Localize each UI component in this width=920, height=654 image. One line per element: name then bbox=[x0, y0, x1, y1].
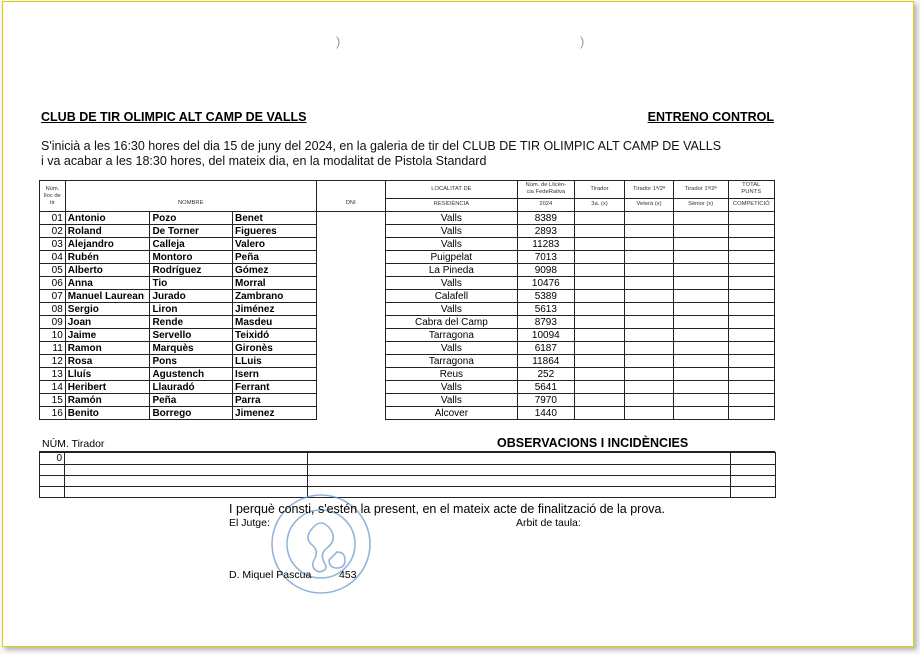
row-surname2: LLuis bbox=[233, 355, 317, 368]
row-num: 04 bbox=[40, 251, 66, 264]
row-town: Valls bbox=[385, 342, 517, 355]
row-total bbox=[728, 368, 775, 381]
row-surname2: Jiménez bbox=[233, 303, 317, 316]
row-total bbox=[728, 342, 775, 355]
row-license: 8389 bbox=[517, 212, 574, 225]
header-veteran: Tirador 1ª/2ª bbox=[625, 181, 674, 199]
row-total bbox=[728, 381, 775, 394]
row-license: 5389 bbox=[517, 290, 574, 303]
row-veteran bbox=[625, 238, 674, 251]
row-senior bbox=[673, 290, 728, 303]
table-header-row bbox=[40, 181, 775, 199]
table-row bbox=[40, 277, 775, 290]
row-dni bbox=[316, 290, 385, 303]
row-total bbox=[728, 212, 775, 225]
row-total bbox=[728, 316, 775, 329]
row-town: Cabra del Camp bbox=[385, 316, 517, 329]
row-num: 12 bbox=[40, 355, 66, 368]
judge-label: El Jutge: bbox=[229, 517, 270, 529]
row-license: 7013 bbox=[517, 251, 574, 264]
table-row bbox=[40, 303, 775, 316]
row-dni bbox=[316, 394, 385, 407]
row-license: 11864 bbox=[517, 355, 574, 368]
row-town: Reus bbox=[385, 368, 517, 381]
observations-row bbox=[40, 487, 776, 498]
row-veteran bbox=[625, 316, 674, 329]
row-veteran bbox=[625, 290, 674, 303]
row-surname1: Rende bbox=[150, 316, 233, 329]
observations-cell bbox=[65, 476, 308, 487]
header-veteran-sub: Veterà (x) bbox=[625, 198, 674, 211]
row-veteran bbox=[625, 342, 674, 355]
observations-num-label: NÚM. Tirador bbox=[42, 438, 105, 450]
header-residencia: RESIDÈNCIA bbox=[385, 198, 517, 211]
row-senior bbox=[673, 342, 728, 355]
row-town: Valls bbox=[385, 303, 517, 316]
scan-mark-left: ) bbox=[336, 34, 341, 49]
row-license: 7970 bbox=[517, 394, 574, 407]
row-surname1: Pozo bbox=[150, 212, 233, 225]
row-name: Alberto bbox=[65, 264, 150, 277]
row-num: 09 bbox=[40, 316, 66, 329]
table-row bbox=[40, 355, 775, 368]
observations-title: OBSERVACIONS I INCIDÈNCIES bbox=[497, 436, 689, 450]
document-type-title: ENTRENO CONTROL bbox=[647, 110, 774, 124]
signer-name: D. Miquel Pascua bbox=[229, 569, 312, 581]
row-veteran bbox=[625, 368, 674, 381]
row-surname1: Tio bbox=[150, 277, 233, 290]
row-tirador bbox=[574, 251, 625, 264]
header-tirador-sub: 3a. (x) bbox=[574, 198, 625, 211]
row-dni bbox=[316, 407, 385, 420]
participants-table bbox=[39, 180, 775, 420]
row-senior bbox=[673, 329, 728, 342]
observations-cell bbox=[65, 465, 308, 476]
row-town: Valls bbox=[385, 225, 517, 238]
row-total bbox=[728, 329, 775, 342]
header-num-line-3: tir bbox=[49, 199, 55, 206]
row-license: 8793 bbox=[517, 316, 574, 329]
row-senior bbox=[673, 368, 728, 381]
row-town: Tarragona bbox=[385, 329, 517, 342]
row-tirador bbox=[574, 342, 625, 355]
row-surname2: Masdeu bbox=[233, 316, 317, 329]
table-row bbox=[40, 264, 775, 277]
row-tirador bbox=[574, 303, 625, 316]
row-tirador bbox=[574, 394, 625, 407]
row-tirador bbox=[574, 355, 625, 368]
row-name: Ramon bbox=[65, 342, 150, 355]
table-row bbox=[40, 329, 775, 342]
row-senior bbox=[673, 212, 728, 225]
table-row bbox=[40, 316, 775, 329]
row-surname2: Valero bbox=[233, 238, 317, 251]
row-tirador bbox=[574, 407, 625, 420]
header-localitat: LOCALITAT DE bbox=[385, 181, 517, 199]
header-total-sub: COMPETICIÓ bbox=[728, 198, 775, 211]
row-name: Rosa bbox=[65, 355, 150, 368]
row-num: 13 bbox=[40, 368, 66, 381]
signer-number: 453 bbox=[339, 569, 357, 581]
header-license-line-2: cia FedeRativa bbox=[526, 189, 566, 196]
row-dni bbox=[316, 316, 385, 329]
row-tirador bbox=[574, 264, 625, 277]
observations-row bbox=[40, 453, 776, 465]
row-senior bbox=[673, 277, 728, 290]
intro-line-1: S'inicià a les 16:30 hores del dia 15 de juny del 2024, en la galeria de tir del CLUB DE TIR OLIMPIC ALT CAMP DE VALLS bbox=[41, 139, 722, 153]
observations-header bbox=[39, 437, 775, 452]
row-surname1: Rodríguez bbox=[150, 264, 233, 277]
table-row bbox=[40, 225, 775, 238]
observations-cell bbox=[308, 453, 731, 465]
row-total bbox=[728, 394, 775, 407]
row-veteran bbox=[625, 381, 674, 394]
row-dni bbox=[316, 329, 385, 342]
row-name: Benito bbox=[65, 407, 150, 420]
row-senior bbox=[673, 225, 728, 238]
row-town: Alcover bbox=[385, 407, 517, 420]
row-license: 252 bbox=[517, 368, 574, 381]
row-veteran bbox=[625, 277, 674, 290]
row-tirador bbox=[574, 225, 625, 238]
row-num: 02 bbox=[40, 225, 66, 238]
row-num: 05 bbox=[40, 264, 66, 277]
row-veteran bbox=[625, 303, 674, 316]
row-senior bbox=[673, 303, 728, 316]
header-senior: Tirador 1ª/2ª bbox=[673, 181, 728, 199]
intro-line-2: i va acabar a les 18:30 hores, del mateix dia, en la modalitat de Pistola Standard bbox=[41, 154, 487, 168]
row-veteran bbox=[625, 225, 674, 238]
table-row bbox=[40, 290, 775, 303]
observations-row bbox=[40, 465, 776, 476]
row-surname2: Parra bbox=[233, 394, 317, 407]
observations-num-cell: 0 bbox=[40, 453, 65, 465]
row-num: 11 bbox=[40, 342, 66, 355]
row-total bbox=[728, 251, 775, 264]
row-name: Manuel Laurean bbox=[65, 290, 150, 303]
row-license: 9098 bbox=[517, 264, 574, 277]
row-surname2: Benet bbox=[233, 212, 317, 225]
header-total bbox=[728, 181, 775, 199]
row-total bbox=[728, 290, 775, 303]
row-num: 01 bbox=[40, 212, 66, 225]
row-senior bbox=[673, 251, 728, 264]
document-page bbox=[2, 1, 914, 647]
row-total bbox=[728, 303, 775, 316]
row-town: Valls bbox=[385, 394, 517, 407]
row-veteran bbox=[625, 407, 674, 420]
row-num: 07 bbox=[40, 290, 66, 303]
row-town: Valls bbox=[385, 277, 517, 290]
observations-cell bbox=[731, 453, 776, 465]
observations-cell bbox=[40, 487, 65, 498]
closing-statement: I perquè consti, s'estén la present, en el mateix acte de finalització de la prova. bbox=[229, 502, 665, 516]
row-surname1: Borrego bbox=[150, 407, 233, 420]
row-dni bbox=[316, 342, 385, 355]
row-tirador bbox=[574, 212, 625, 225]
row-town: Calafell bbox=[385, 290, 517, 303]
header-license-year: 2024 bbox=[517, 198, 574, 211]
table-row bbox=[40, 368, 775, 381]
row-senior bbox=[673, 264, 728, 277]
row-tirador bbox=[574, 277, 625, 290]
row-license: 5641 bbox=[517, 381, 574, 394]
row-total bbox=[728, 355, 775, 368]
row-name: Roland bbox=[65, 225, 150, 238]
row-surname1: Servello bbox=[150, 329, 233, 342]
row-name: Antonio bbox=[65, 212, 150, 225]
row-dni bbox=[316, 368, 385, 381]
row-surname2: Teixidó bbox=[233, 329, 317, 342]
observations-cell bbox=[40, 476, 65, 487]
table-row bbox=[40, 251, 775, 264]
row-surname2: Figueres bbox=[233, 225, 317, 238]
row-dni bbox=[316, 303, 385, 316]
row-dni bbox=[316, 264, 385, 277]
table-row bbox=[40, 238, 775, 251]
table-row bbox=[40, 381, 775, 394]
row-veteran bbox=[625, 329, 674, 342]
row-num: 06 bbox=[40, 277, 66, 290]
header-senior-sub: Sènior (x) bbox=[673, 198, 728, 211]
row-surname1: Llauradó bbox=[150, 381, 233, 394]
row-surname2: Ferrant bbox=[233, 381, 317, 394]
arbit-label: Arbit de taula: bbox=[516, 517, 581, 529]
row-num: 03 bbox=[40, 238, 66, 251]
table-row bbox=[40, 407, 775, 420]
row-veteran bbox=[625, 394, 674, 407]
header-num-line-2: lloc de bbox=[44, 192, 61, 199]
row-name: Joan bbox=[65, 316, 150, 329]
observations-cell bbox=[731, 487, 776, 498]
row-town: La Pineda bbox=[385, 264, 517, 277]
observations-cell bbox=[731, 476, 776, 487]
row-num: 14 bbox=[40, 381, 66, 394]
table-body bbox=[40, 212, 775, 420]
row-town: Valls bbox=[385, 238, 517, 251]
row-surname1: Peña bbox=[150, 394, 233, 407]
row-license: 11283 bbox=[517, 238, 574, 251]
observations-cell bbox=[40, 465, 65, 476]
row-dni bbox=[316, 355, 385, 368]
row-surname1: Pons bbox=[150, 355, 233, 368]
observations-cell bbox=[65, 453, 308, 465]
observations-table bbox=[39, 452, 776, 498]
row-name: Lluís bbox=[65, 368, 150, 381]
row-num: 08 bbox=[40, 303, 66, 316]
observations-cell bbox=[308, 476, 731, 487]
row-dni bbox=[316, 238, 385, 251]
row-license: 6187 bbox=[517, 342, 574, 355]
table-row bbox=[40, 394, 775, 407]
row-num: 10 bbox=[40, 329, 66, 342]
row-tirador bbox=[574, 368, 625, 381]
row-senior bbox=[673, 394, 728, 407]
table-row bbox=[40, 342, 775, 355]
header-num-line-1: Núm. bbox=[45, 185, 60, 192]
row-surname2: Gironès bbox=[233, 342, 317, 355]
row-name: Alejandro bbox=[65, 238, 150, 251]
row-total bbox=[728, 238, 775, 251]
observations-cell bbox=[308, 465, 731, 476]
row-senior bbox=[673, 381, 728, 394]
row-veteran bbox=[625, 212, 674, 225]
row-senior bbox=[673, 238, 728, 251]
intro-paragraph bbox=[41, 139, 801, 169]
row-surname1: Liron bbox=[150, 303, 233, 316]
row-surname1: Marquès bbox=[150, 342, 233, 355]
row-veteran bbox=[625, 251, 674, 264]
row-num: 15 bbox=[40, 394, 66, 407]
row-surname2: Gómez bbox=[233, 264, 317, 277]
header-license bbox=[517, 181, 574, 199]
row-license: 2893 bbox=[517, 225, 574, 238]
row-tirador bbox=[574, 238, 625, 251]
row-name: Sergio bbox=[65, 303, 150, 316]
row-senior bbox=[673, 407, 728, 420]
row-surname2: Jimenez bbox=[233, 407, 317, 420]
row-name: Anna bbox=[65, 277, 150, 290]
row-town: Tarragona bbox=[385, 355, 517, 368]
row-total bbox=[728, 277, 775, 290]
row-surname1: De Torner bbox=[150, 225, 233, 238]
row-dni bbox=[316, 225, 385, 238]
header-dni: DNI bbox=[316, 181, 385, 212]
header-num bbox=[40, 181, 66, 212]
header-nombre: NOMBRE bbox=[65, 181, 316, 212]
row-dni bbox=[316, 212, 385, 225]
table-row bbox=[40, 212, 775, 225]
header-tirador: Tirador bbox=[574, 181, 625, 199]
row-license: 10094 bbox=[517, 329, 574, 342]
row-dni bbox=[316, 277, 385, 290]
row-total bbox=[728, 264, 775, 277]
row-senior bbox=[673, 316, 728, 329]
observations-cell bbox=[731, 465, 776, 476]
row-veteran bbox=[625, 355, 674, 368]
row-veteran bbox=[625, 264, 674, 277]
row-num: 16 bbox=[40, 407, 66, 420]
row-tirador bbox=[574, 381, 625, 394]
row-senior bbox=[673, 355, 728, 368]
row-surname1: Jurado bbox=[150, 290, 233, 303]
row-total bbox=[728, 407, 775, 420]
header-total-line-2: PUNTS bbox=[741, 189, 762, 196]
row-town: Valls bbox=[385, 381, 517, 394]
row-total bbox=[728, 225, 775, 238]
row-dni bbox=[316, 251, 385, 264]
header-license-line-1: Núm. de Llicèn- bbox=[525, 182, 567, 189]
row-dni bbox=[316, 381, 385, 394]
row-town: Puigpelat bbox=[385, 251, 517, 264]
row-surname2: Peña bbox=[233, 251, 317, 264]
row-town: Valls bbox=[385, 212, 517, 225]
row-license: 1440 bbox=[517, 407, 574, 420]
row-surname2: Isern bbox=[233, 368, 317, 381]
row-tirador bbox=[574, 316, 625, 329]
observations-row bbox=[40, 476, 776, 487]
row-name: Jaime bbox=[65, 329, 150, 342]
row-surname1: Calleja bbox=[150, 238, 233, 251]
row-surname1: Agustench bbox=[150, 368, 233, 381]
row-surname2: Zambrano bbox=[233, 290, 317, 303]
row-license: 5613 bbox=[517, 303, 574, 316]
club-title: CLUB DE TIR OLIMPIC ALT CAMP DE VALLS bbox=[41, 110, 307, 124]
row-surname2: Morral bbox=[233, 277, 317, 290]
row-tirador bbox=[574, 290, 625, 303]
row-name: Rubén bbox=[65, 251, 150, 264]
row-license: 10476 bbox=[517, 277, 574, 290]
row-surname1: Montoro bbox=[150, 251, 233, 264]
scan-mark-right: ) bbox=[580, 34, 585, 49]
row-name: Ramón bbox=[65, 394, 150, 407]
row-name: Heribert bbox=[65, 381, 150, 394]
header-total-line-1: TOTAL bbox=[742, 182, 761, 189]
row-tirador bbox=[574, 329, 625, 342]
